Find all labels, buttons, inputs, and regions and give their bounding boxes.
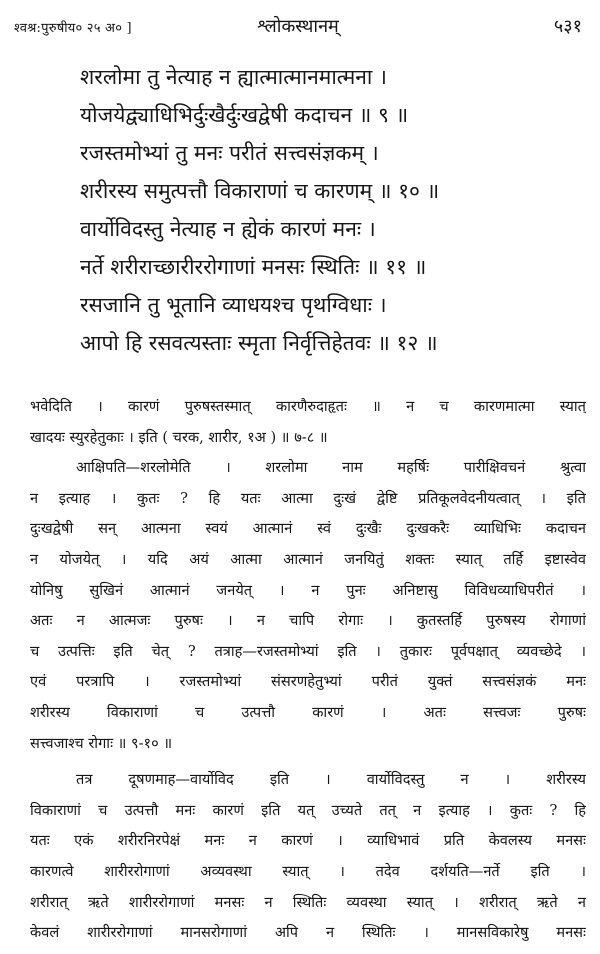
commentary-line: केवलं शारीररोगाणां मानसरोगाणां अपि न स्थितिः । मानसविकारेषु मनसः — [30, 924, 586, 942]
page-header — [14, 12, 582, 42]
verse-line: वार्योविदस्तु नेत्याह न ह्येकं कारणं मनः । — [80, 217, 376, 241]
verse-line: शरीरस्य समुत्पत्तौ विकाराणां च कारणम् ॥ १० ॥ — [80, 179, 440, 203]
commentary-line: शरीरस्य विकाराणां च उत्पत्तौ कारणं । अतः सत्त्वजः पुरुषः — [30, 703, 586, 721]
page-number: ५३१ — [553, 16, 582, 37]
verse-line: रसजानि तु भूतानि व्याधयश्च पृथग्विधाः । — [80, 293, 387, 317]
verse-line: नर्ते शरीराच्छारीररोगाणां मनसः स्थितिः ॥ ११ ॥ — [80, 255, 427, 279]
section-title: श्लोकस्थानम् — [257, 16, 339, 37]
commentary-line: एवं परत्रापि । रजस्तमोभ्यां संसरणहेतुभ्यां परीतं युक्तं सत्त्वसंज्ञकं मनः — [30, 673, 586, 691]
commentary-line: भवेदिति । कारणं पुरुषस्तस्मात् कारणैरुदाहृतः ॥ न च कारणमात्मा स्यात् — [30, 398, 586, 415]
commentary-line: कारणत्वे शारीररोगाणां अव्यवस्था स्यात् । तदेव दर्शयति—नर्ते इति । — [30, 862, 586, 880]
commentary-block — [30, 392, 586, 949]
commentary-line: अतः न आत्मजः पुरुषः । न चापि रोगाः । कुतस्तर्हि पुरुषस्य रोगाणां — [30, 612, 586, 630]
commentary-line: न इत्याह । कुतः ? हि यतः आत्मा दुःखं द्वेष्टि प्रतिकूलवेदनीयत्वात् । इति — [30, 489, 586, 507]
commentary-line: सत्त्वजाश्च रोगाः ॥ ९-१० ॥ — [30, 734, 173, 752]
commentary-line: खादयः स्युरहेतुकाः । इति ( चरक, शारीर, १अ ) ॥ ७-८ ॥ — [30, 428, 328, 446]
commentary-line: यतः एकं शरीरनिरपेक्षं मनः न कारणं । व्याधिभावं प्रति केवलस्य मनसः — [30, 832, 586, 850]
commentary-line: शरीरात् ऋते शारीररोगाणां मनसः न स्थितिः व्यवस्था स्यात् । शरीरात् ऋते न — [30, 893, 586, 911]
verse-block — [0, 58, 600, 362]
commentary-line: न योजयेत् । यदि अयं आत्मा आत्मानं जनयितुं शक्तः स्यात् तर्हि इष्टास्वेव — [30, 550, 586, 568]
commentary-line: योनिषु सुखिनं आत्मानं जनयेत् । न पुनः अनिष्टासु विविधव्याधिपरीतं । — [30, 581, 586, 599]
commentary-line: विकाराणां च उत्पत्तौ मनः कारणं इति यत् उच्यते तत् न इत्याह । कुतः ? हि — [30, 801, 586, 819]
verse-line: रजस्तमोभ्यां तु मनः परीतं सत्त्वसंज्ञकम् । — [80, 141, 379, 165]
verse-line: आपो हि रसवत्यस्ताः स्मृता निर्वृत्तिहेतवः ॥ १२ ॥ — [80, 331, 438, 355]
commentary-line: आक्षिपति—शरलोमेति । शरलोमा नाम महर्षिः पारीक्षिवचनं श्रुत्वा — [76, 459, 586, 477]
commentary-line: च उत्पत्तिः इति चेत् ? तत्राह—रजस्तमोभ्यां इति । तुकारः पूर्वपक्षात् व्यवच्छेदे । — [30, 642, 586, 660]
chapter-reference: श्वश्र:पुरुषीय० २५ अ० ] — [14, 21, 132, 36]
verse-line: शरलोमा तु नेत्याह न ह्यात्मात्मानमात्मना । — [80, 65, 387, 89]
commentary-line: तत्र दूषणमाह—वार्योविद इति । वार्योविदस्तु न । शरीरस्य — [76, 771, 586, 789]
verse-line: योजयेद्व्याधिभिर्दुःखैर्दुःखद्वेषी कदाचन ॥ ९ ॥ — [80, 103, 409, 127]
commentary-line: दुःखद्वेषी सन् आत्मना स्वयं आत्मानं स्वं दुःखैः दुःखकरैः व्याधिभिः कदाचन — [30, 520, 586, 538]
